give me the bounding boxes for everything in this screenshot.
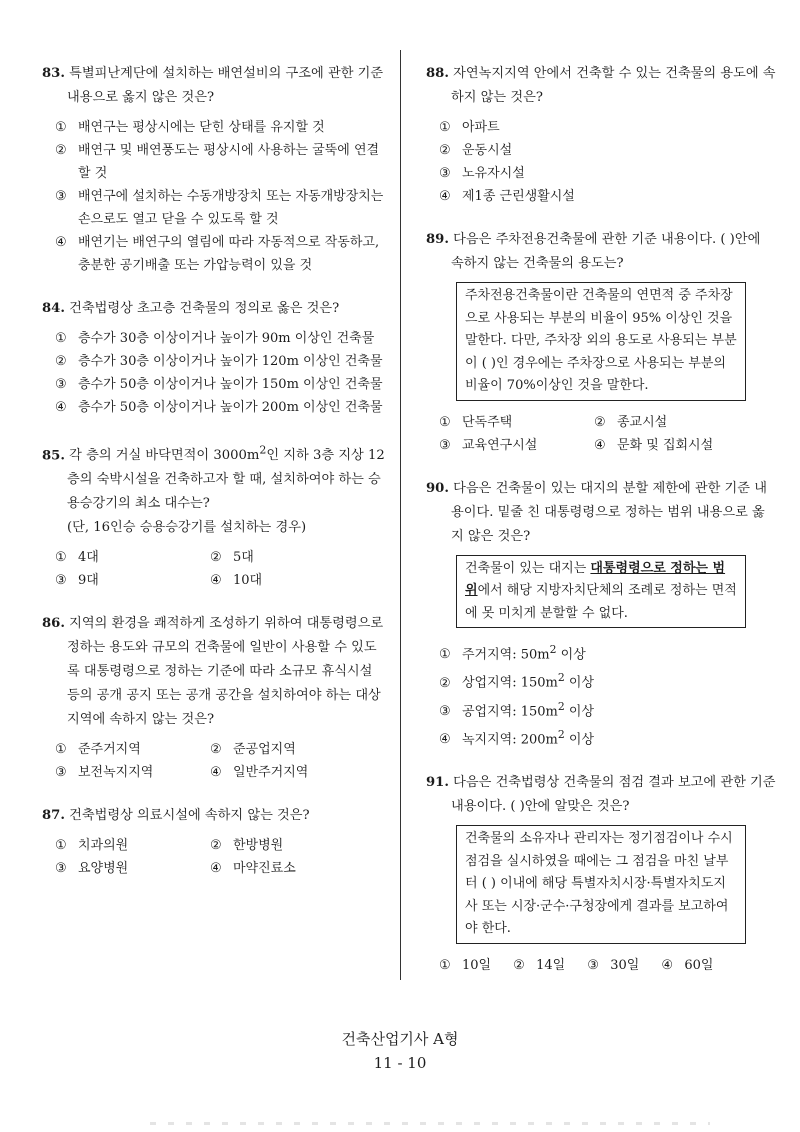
underlined-phrase: 대통령령으로 정하는 범위 — [465, 560, 726, 598]
question-91 — [426, 771, 776, 977]
question-88 — [426, 62, 776, 208]
option-1: ① 치과의원 — [55, 838, 129, 854]
question-number: 88. — [426, 66, 449, 81]
option-4: ④ 녹지지역: $200m^2$ 이상 — [439, 727, 595, 748]
question-stem: 다음은 주차전용건축물에 관한 기준 내용이다. ( )안에 속하지 않는 건축물의 용도는? — [451, 232, 761, 271]
question-85 — [42, 439, 386, 592]
option-4: ④ 층수가 50층 이상이거나 높이가 200m 이상인 건축물 — [55, 400, 383, 415]
option-2: ② 운동시설 — [439, 143, 513, 158]
question-number: 86. — [42, 616, 65, 632]
question-number: 84. — [42, 301, 65, 316]
option-3: ③ 교육연구시설 — [439, 437, 538, 453]
condition-box: 건축물이 있는 대지는 대통령령으로 정하는 범위에서 해당 지방자치단체의 조례로 정하는 면적에 못 미치게 분할할 수 없다. — [456, 555, 746, 629]
question-84 — [42, 297, 386, 419]
question-number: 85. — [42, 448, 65, 464]
question-note: (단, 16인승 승용승강기를 설치하는 경우) — [67, 520, 307, 536]
option-4: ④ 제1종 근린생활시설 — [439, 189, 575, 204]
question-stem: 건축법령상 초고층 건축물의 정의로 옳은 것은? — [69, 301, 340, 316]
question-87 — [42, 804, 386, 880]
option-4: ④ 배연기는 배연구의 열림에 따라 자동적으로 작동하고, 충분한 공기배출 또는 가압능력이 있을 것 — [55, 235, 380, 273]
option-2: ② 5대 — [210, 550, 254, 566]
condition-box: 건축물의 소유자나 관리자는 정기점검이나 수시점검을 실시하였을 때에는 그 점검을 마친 날부터 ( ) 이내에 해당 특별자치시장·특별자치도지사 또는 시장·군수·구청장에게 결과를 보고하여야 한다. — [456, 825, 746, 944]
option-1: ① 단독주택 — [439, 414, 513, 430]
question-number: 89. — [426, 232, 449, 247]
option-4: ④ 마약진료소 — [210, 861, 296, 877]
option-3: ③ 노유자시설 — [439, 166, 525, 181]
question-stem: 건축법령상 의료시설에 속하지 않는 것은? — [69, 808, 310, 824]
option-1: ① 10일 — [439, 957, 492, 973]
option-2: ② 배연구 및 배연풍도는 평상시에 사용하는 굴뚝에 연결할 것 — [55, 143, 380, 181]
question-89 — [426, 228, 776, 457]
question-number: 83. — [42, 66, 65, 81]
left-column — [42, 62, 386, 900]
option-1: ① 4대 — [55, 550, 99, 566]
option-3: ③ 공업지역: $150m^2$ 이상 — [439, 699, 595, 719]
question-number: 87. — [42, 808, 65, 824]
option-3: ③ 보전녹지지역 — [55, 765, 154, 781]
option-3: ③ 30일 — [587, 957, 640, 973]
option-1: ① 층수가 30층 이상이거나 높이가 90m 이상인 건축물 — [55, 331, 375, 346]
option-2: ② 종교시설 — [594, 414, 668, 430]
question-number: 91. — [426, 775, 449, 791]
question-90 — [426, 477, 776, 752]
option-2: ② 상업지역: $150m^2$ 이상 — [439, 671, 595, 691]
option-4: ④ 10대 — [210, 573, 263, 589]
condition-box: 주차전용건축물이란 건축물의 연면적 중 주차장으로 사용되는 부분의 비율이 95% 이상인 것을 말한다. 다만, 주차장 외의 용도로 사용되는 부분이 ( )인 경우에는 주차장으로 사용되는 부분의 비율이 70%이상인 것을 말한다. — [456, 282, 746, 401]
question-stem: 각 층의 거실 바닥면적이 $3000m^2$인 지하 3층 지상 12층의 숙박시설을 건축하고자 할 때, 설치하여야 하는 승용승강기의 최소 대수는? — [67, 444, 385, 512]
question-stem: 특별피난계단에 설치하는 배연설비의 구조에 관한 기준 내용으로 옳지 않은 것은? — [67, 66, 384, 105]
option-2: ② 한방병원 — [210, 838, 284, 854]
page-number: 11 - 10 — [373, 1054, 427, 1072]
column-divider — [400, 50, 401, 980]
option-3: ③ 배연구에 설치하는 수동개방장치 또는 자동개방장치는 손으로도 열고 닫을 수 있도록 할 것 — [55, 189, 384, 227]
option-2: ② 준공업지역 — [210, 742, 296, 758]
option-1: ① 준주거지역 — [55, 742, 141, 758]
question-stem: 다음은 건축물이 있는 대지의 분할 제한에 관한 기준 내용이다. 밑줄 친 대통령령으로 정하는 범위 내용으로 옳지 않은 것은? — [451, 480, 767, 544]
question-83 — [42, 62, 386, 277]
option-1: ① 주거지역: $50m^2$ 이상 — [439, 643, 586, 663]
option-2: ② 층수가 30층 이상이거나 높이가 120m 이상인 건축물 — [55, 354, 383, 369]
option-1: ① 배연구는 평상시에는 닫힌 상태를 유지할 것 — [55, 120, 325, 135]
question-number: 90. — [426, 480, 449, 496]
option-1: ① 아파트 — [439, 120, 500, 135]
exam-title: 건축산업기사 A형 — [341, 1030, 459, 1048]
option-4: ④ 60일 — [661, 957, 714, 973]
question-stem: 지역의 환경을 쾌적하게 조성하기 위하여 대통령령으로 정하는 용도와 규모의 건축물에 일반이 사용할 수 있도록 대통령령으로 정하는 기준에 따라 소규모 휴식시설 등의 공개 공지 또는 공개 공간을 설치하여야 하는 대상 지역에 속하지 않는 것은? — [67, 616, 384, 728]
question-stem: 다음은 건축법령상 건축물의 점검 결과 보고에 관한 기준 내용이다. ( )안에 알맞은 것은? — [451, 775, 776, 815]
option-3: ③ 층수가 50층 이상이거나 높이가 150m 이상인 건축물 — [55, 377, 383, 392]
scan-artifact-line — [150, 1122, 710, 1125]
right-column — [426, 62, 776, 997]
option-3: ③ 9대 — [55, 573, 99, 589]
option-4: ④ 문화 및 집회시설 — [594, 437, 714, 453]
question-86 — [42, 612, 386, 784]
option-2: ② 14일 — [513, 957, 566, 973]
option-3: ③ 요양병원 — [55, 861, 129, 877]
question-stem: 자연녹지지역 안에서 건축할 수 있는 건축물의 용도에 속하지 않는 것은? — [451, 66, 776, 105]
option-4: ④ 일반주거지역 — [210, 765, 309, 781]
